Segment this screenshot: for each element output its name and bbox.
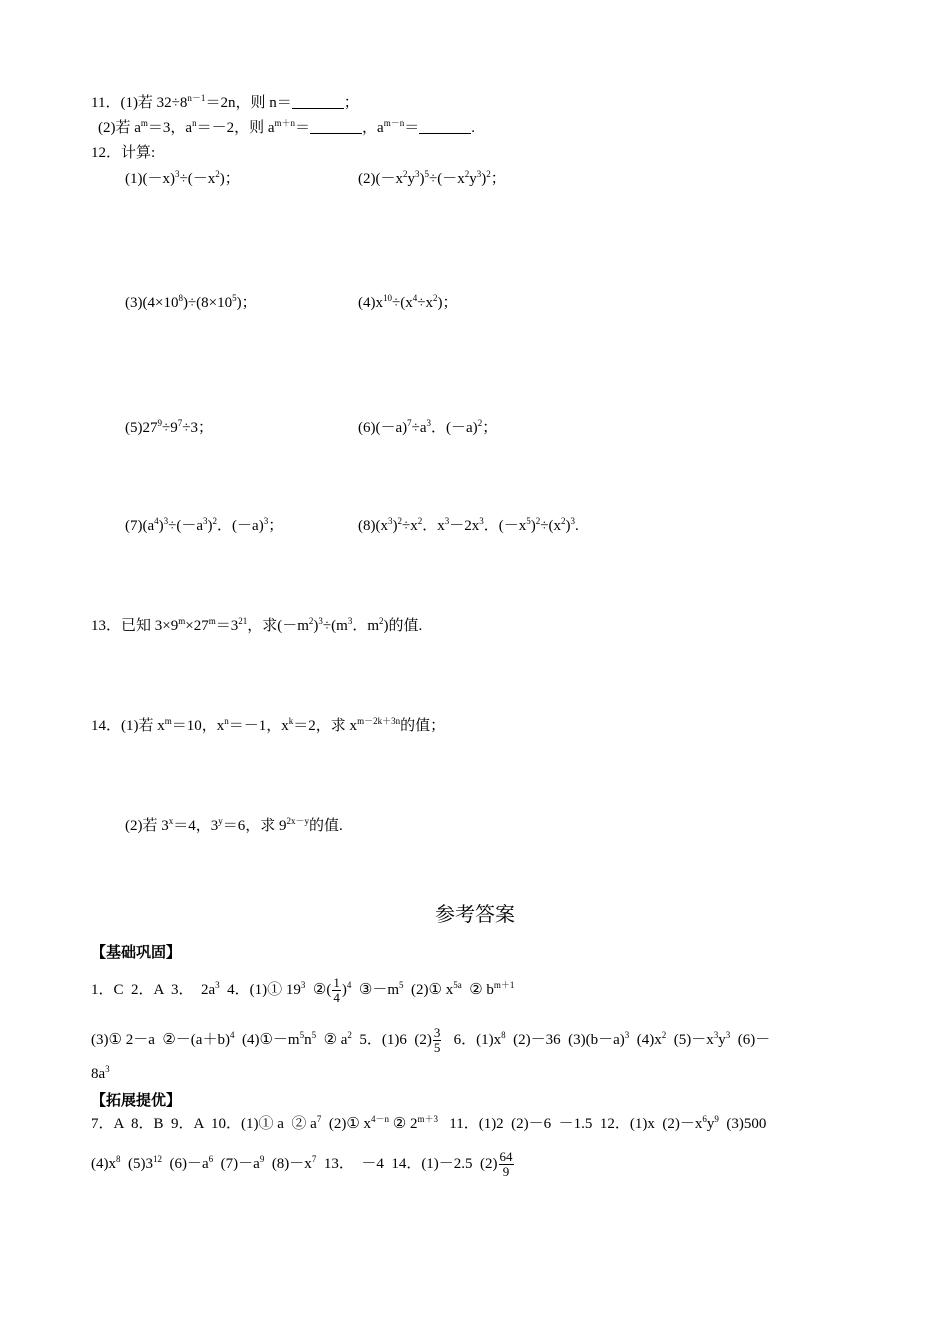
fraction: $\frac{3}{5}$ <box>433 1025 441 1055</box>
q12-item-7: $(7)(a^4)^3\div(-a^3)^2$．$(-a)^3$； <box>125 516 284 534</box>
q14-part1: 14．(1)若 $x^m=10$，$x^n=-1$，$x^k=2$，求 $x^{m-2k+3n}$的值； <box>91 716 446 734</box>
q12-item-5: $(5)27^9\div 9^7\div 3$； <box>125 418 213 436</box>
q12-heading: 12．计算: <box>91 145 156 161</box>
answers-line-2: (3)① 2－a $②-(a+b)^4$ $(4)①-m^5n^5$ ② $a^2$ 5．(1)6 (2) $\frac{3}{5}$ 6．$(1)x^8$ (2)－36 $(3)(b-a)^3$ $(4)x^2$ $(5)-x^3y^3$ (6)－ <box>91 1025 771 1055</box>
q11-part2: (2)若 $a^m=3$，$a^n=-2$，则 $a^{m+n}=$ ，$a^{m-n}=$ . <box>98 118 475 136</box>
answers-line-5: $(4)x^8$ $(5)3^{12}$ $(6)-a^6$ $(7)-a^9$ $(8)-x^7$ 13． －4 14．(1)－2.5 (2) $\frac{64}{9}$ <box>91 1149 513 1179</box>
fraction: $\frac{1}{4}$ <box>333 975 340 1005</box>
answer-blank[interactable] <box>310 119 362 134</box>
q13: 13．已知 $3\times 9^m\times 27^m=3^{21}$，求$(-m^2)^3\div(m^3$．$m^2$)的值. <box>91 616 423 634</box>
extension-section-heading: 【拓展提优】 <box>91 1091 182 1109</box>
q12-item-6: $(6)(-a)^7\div a^3$．$(-a)^2$； <box>358 418 498 436</box>
answer-blank[interactable] <box>292 94 344 109</box>
q11-part1: 11．(1)若 $32\div 8^{n-1}=2n$，则 n＝ ； <box>91 93 359 111</box>
fraction: $\frac{64}{9}$ <box>499 1149 513 1179</box>
answers-line-1: 1．C 2．A 3． $2a^3$ 4．(1)① $19^3$ ②( $\frac{1}{4}$ )$^4$ $③-m^5$ (2)① $x^{5a}$ ② $b^{m+1}$ <box>91 975 515 1005</box>
q14-part2: (2)若 $3^x=4$，$3^y=6$，求 $9^{2x-y}$的值. <box>125 816 343 834</box>
answers-line-3: $8a^3$ <box>91 1064 110 1082</box>
q12-item-8: $(8)(x^3)^2\div x^2$．$x^3-2x^3$．$(-x^5)^2\div(x^2)^3$. <box>358 516 579 534</box>
answers-line-4: 7．A 8．B 9．A 10．(1)① a ② $a^7$ (2)① $x^{4-n}$ ② $2^{m+3}$ 11．(1)2 (2)－6 －1.5 12．(1)x $(2)-x^6y^9$ (3)500 <box>91 1114 767 1132</box>
q12-item-3: $(3)(4\times 10^8)\div(8\times 10^5)$； <box>125 293 257 311</box>
q12-item-2: $(2)(-x^2y^3)^5\div(-x^2y^3)^2$； <box>358 169 506 187</box>
basic-section-heading: 【基础巩固】 <box>91 943 182 961</box>
q12-item-1: $(1)(-x)^3\div(-x^2)$； <box>125 169 240 187</box>
q12-item-4: $(4)x^{10}\div(x^4\div x^2)$； <box>358 293 458 311</box>
answers-title: 参考答案 <box>435 902 515 926</box>
answer-blank[interactable] <box>419 119 471 134</box>
